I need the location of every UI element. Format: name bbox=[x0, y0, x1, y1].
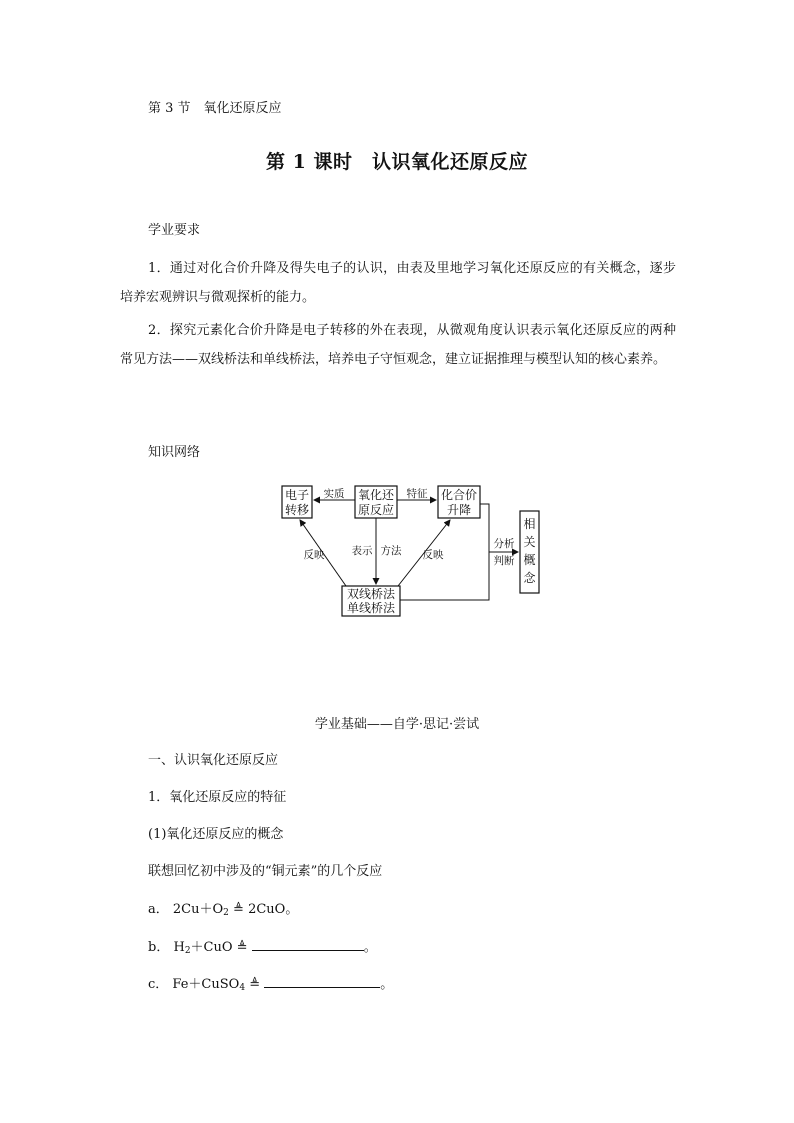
knowledge-network-diagram bbox=[270, 478, 560, 623]
reaction-c bbox=[148, 975, 393, 994]
reaction-b-answer-blank[interactable] bbox=[252, 938, 364, 951]
reaction-a-rhs: 2CuO。 bbox=[248, 902, 299, 917]
reaction-c-arrow: ≜ bbox=[249, 977, 261, 992]
label-judge: 判断 bbox=[493, 555, 515, 567]
label-feature: 特征 bbox=[406, 488, 428, 500]
reaction-b-sub: 2 bbox=[184, 946, 191, 956]
label-essence: 实质 bbox=[323, 488, 345, 500]
box-redox-line1: 氧化还 bbox=[357, 488, 395, 502]
reaction-c-lhs: Fe＋CuSO bbox=[172, 977, 240, 992]
lesson-title: 第 1 课时 认识氧化还原反应 bbox=[266, 151, 528, 173]
reaction-a-label: a． bbox=[148, 902, 169, 917]
label-analyze: 分析 bbox=[493, 538, 515, 550]
reaction-a-arrow: ≜ bbox=[233, 902, 244, 917]
basics-heading: 学业基础——自学·思记·尝试 bbox=[314, 717, 480, 732]
reaction-a-sub: 2 bbox=[223, 908, 229, 918]
label-reflect-left: 反映 bbox=[303, 549, 325, 561]
box-valence-change-line1: 化合价 bbox=[440, 488, 478, 502]
box-related-concepts-char1: 相 bbox=[523, 517, 536, 531]
reaction-a-lhs: 2Cu＋O bbox=[172, 902, 224, 917]
reaction-b-lhs: H bbox=[173, 940, 185, 955]
reaction-c-answer-blank[interactable] bbox=[264, 975, 380, 988]
label-reflect-right: 反映 bbox=[422, 549, 444, 561]
recall-text: 联想回忆初中涉及的“铜元素”的几个反应 bbox=[148, 864, 383, 879]
reaction-c-label: c． bbox=[148, 977, 169, 992]
reaction-b-arrow: ≜ bbox=[236, 940, 248, 955]
label-method: 方法 bbox=[380, 545, 402, 557]
box-related-concepts-char3: 概 bbox=[523, 553, 536, 567]
section-label: 第 3 节 氧化还原反应 bbox=[148, 101, 282, 116]
box-electron-transfer-line2: 转移 bbox=[284, 503, 310, 517]
box-bridge-methods-line2: 单线桥法 bbox=[346, 601, 396, 615]
network-heading: 知识网络 bbox=[148, 445, 201, 460]
box-valence-change-line2: 升降 bbox=[446, 503, 472, 517]
box-redox-line2: 原反应 bbox=[357, 503, 395, 517]
label-represent: 表示 bbox=[351, 545, 373, 557]
box-related-concepts-char2: 关 bbox=[523, 535, 536, 549]
reaction-c-end: 。 bbox=[380, 977, 394, 992]
box-related-concepts-char4: 念 bbox=[523, 571, 536, 585]
requirement-item-2: 2．探究元素化合价升降是电子转移的外在表现，从微观角度认识表示氧化还原反应的两种常见方法——双线桥法和单线桥法，培养电子守恒观念，建立证据推理与模型认知的核心素养。 bbox=[120, 323, 676, 367]
item1-sub: (1)氧化还原反应的概念 bbox=[148, 827, 284, 842]
requirements-heading: 学业要求 bbox=[148, 223, 201, 238]
reaction-a bbox=[148, 901, 298, 919]
item1-heading: 1．氧化还原反应的特征 bbox=[148, 790, 287, 805]
reaction-b bbox=[148, 938, 377, 957]
reaction-b-label: b． bbox=[148, 940, 170, 955]
box-electron-transfer-line1: 电子 bbox=[284, 488, 310, 502]
part1-heading: 一、认识氧化还原反应 bbox=[148, 753, 279, 768]
reaction-b-end: 。 bbox=[363, 940, 377, 955]
reaction-c-sub: 4 bbox=[239, 983, 246, 993]
box-bridge-methods-line1: 双线桥法 bbox=[346, 587, 396, 601]
requirement-item-1: 1．通过对化合价升降及得失电子的认识，由表及里地学习氧化还原反应的有关概念，逐步培养宏观辨识与微观探析的能力。 bbox=[120, 261, 676, 305]
reaction-b-lhs2: ＋CuO bbox=[190, 940, 233, 955]
